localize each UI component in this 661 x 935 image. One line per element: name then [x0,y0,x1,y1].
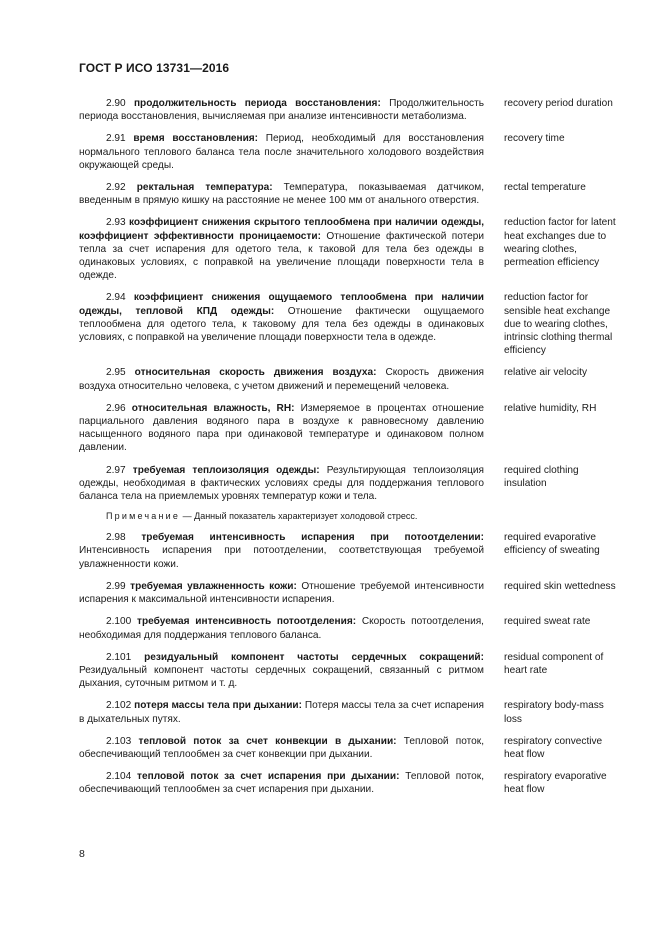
term-entry-2-91 [79,132,619,172]
term-definition: Интенсивность испарения при потоотделении, соответствующая требуемой увлажненности кожи. [79,545,484,570]
term-name: коэффициент снижения скрытого теплообмена при наличии одежды, коэффициент эффективности проницаемости: [79,217,484,242]
term-definition: Период, необходимый для восстановления нормального теплового баланса тела после значительного холодового воздействия окружающей среды. [79,133,484,171]
term-number: 2.94 [106,292,126,304]
term-entry-2-97 [79,464,619,504]
term-ru [79,216,484,282]
term-en: required sweat rate [504,616,591,628]
term-ru [79,464,484,504]
note-label: Примечание [106,511,181,522]
term-number: 2.93 [106,217,126,229]
term-en: relative humidity, RH [504,402,597,414]
term-en: respiratory body-mass loss [504,700,604,725]
term-entry-2-103 [79,735,619,761]
term-ru [79,132,484,172]
term-ru [79,651,484,691]
term-name: требуемая увлажненность кожи: [130,580,297,592]
term-entry-2-101 [79,651,619,691]
term-en: required clothing insulation [504,464,579,489]
term-number: 2.97 [106,464,126,476]
term-definition: Тепловой поток, обеспечивающий теплообмен за счет испарения при дыхании. [79,771,485,796]
note [79,510,526,522]
term-definition: Отношение фактической потери тепла за счет испарения для одетого тела, к таковой для тела без одежды в одинаковых условиях, с поправкой на увеличение площади поверхности тела в одежде. [79,230,484,282]
term-en: respiratory evaporative heat flow [504,771,607,796]
term-number: 2.103 [106,735,132,747]
term-definition: Скорость движения воздуха относительно человека, с учетом движений и перемещений человека. [79,367,485,392]
term-ru [79,735,484,761]
term-entry-2-100 [79,615,619,641]
term-definition: Потеря массы тела за счет испарения в дыхательных путях. [79,700,485,725]
term-name: относительная скорость движения воздуха: [134,367,377,379]
term-name: время восстановления: [133,133,259,145]
term-definition: Отношение фактически ощущаемого теплообмена для одетого тела, к таковому для тела без одежды в одинаковых условиях, с поправкой на увеличение площади поверхности тела в одежде. [79,305,484,344]
term-number: 2.100 [106,616,132,628]
term-en: reduction factor for latent heat exchanges due to wearing clothes, permeation efficiency [504,217,616,269]
term-ru [79,97,484,123]
term-entry-2-99 [79,580,619,606]
term-number: 2.99 [106,580,126,592]
page-number: 8 [79,848,85,860]
term-definition: Резидуальный компонент частоты сердечных сокращений, связанный с ритмом дыхания, суточным ритмом и т. д. [79,664,484,690]
term-en: recovery period duration [504,98,613,109]
term-entry-2-104 [79,770,619,796]
term-entry-2-96 [79,402,619,455]
term-name: тепловой поток за счет испарения при дыхании: [137,771,400,783]
term-name: продолжительность периода восстановления: [133,98,381,109]
term-entry-2-98 [79,531,619,571]
terms-list [79,97,619,806]
term-name: требуемая теплоизоляция одежды: [132,464,320,476]
term-definition: Результирующая теплоизоляция одежды, необходимая в фактических условиях среды для поддержания теплового баланса тела на приемлемых уровнях температур кожи и тела. [79,464,485,503]
term-ru [79,580,484,606]
term-name: потеря массы тела при дыхании: [134,700,302,712]
term-name: резидуальный компонент частоты сердечных сокращений: [144,651,484,663]
term-ru [79,699,484,725]
term-ru [79,366,484,392]
term-name: коэффициент снижения ощущаемого теплообмена при наличии одежды, тепловой КПД одежды: [79,292,484,317]
term-en: relative air velocity [504,367,588,379]
term-en: required skin wettedness [504,580,616,592]
term-ru [79,615,484,641]
term-definition: Отношение требуемой интенсивности испарения к максимальной интенсивности испарения. [79,580,484,606]
term-entry-2-92 [79,181,619,207]
term-en: required evaporative efficiency of sweating [504,532,600,557]
term-definition: Продолжительность периода восстановления, вычисляемая при анализе интенсивности метаболизма. [79,98,484,123]
term-entry-2-94 [79,291,619,357]
term-name: относительная влажность, RH: [131,402,295,414]
term-name: тепловой поток за счет конвекции в дыхании: [138,735,397,747]
term-entry-2-95 [79,366,619,392]
term-entry-2-102 [79,699,619,725]
term-ru [79,531,484,571]
term-number: 2.91 [106,133,126,145]
term-ru [79,770,484,796]
note-text: — Данный показатель характеризует холодовой стресс. [180,511,418,522]
term-number: 2.104 [106,771,132,783]
document-header: ГОСТ Р ИСО 13731—2016 [79,61,230,75]
term-number: 2.98 [106,532,126,544]
term-number: 2.96 [106,402,126,414]
term-ru [79,402,484,455]
term-number: 2.101 [106,651,132,663]
term-definition: Скорость потоотделения, необходимая для поддержания теплового баланса. [79,616,484,641]
term-en: residual component of heart rate [504,651,604,676]
term-number: 2.90 [106,98,126,109]
term-definition: Тепловой поток, обеспечивающий теплообмен за счет конвекции при дыхании. [79,735,485,760]
term-definition: Температура, показываемая датчиком, введенным в прямую кишку на расстояние не менее 100 мм от анального отверстия. [79,182,484,207]
term-en: reduction factor for sensible heat exchange due to wearing clothes, intrinsic clothing thermal efficiency [504,292,613,357]
term-entry-2-90 [79,97,619,123]
term-number: 2.102 [106,700,132,712]
term-entry-2-93 [79,216,619,282]
term-en: respiratory convective heat flow [504,735,603,760]
term-en: rectal temperature [504,182,586,194]
term-name: ректальная температура: [136,182,273,194]
term-ru [79,291,484,357]
term-en: recovery time [504,133,565,145]
term-definition: Измеряемое в процентах отношение парциального давления водяного пара в воздухе к равновесному давлению насыщенного водяного пара при одинаковой температуре и одинаковом полном давлении. [79,402,484,454]
term-number: 2.95 [106,367,126,379]
term-name: требуемая интенсивность потоотделения: [137,616,357,628]
term-ru [79,181,484,207]
term-number: 2.92 [106,182,126,194]
term-name: требуемая интенсивность испарения при потоотделении: [141,532,484,544]
